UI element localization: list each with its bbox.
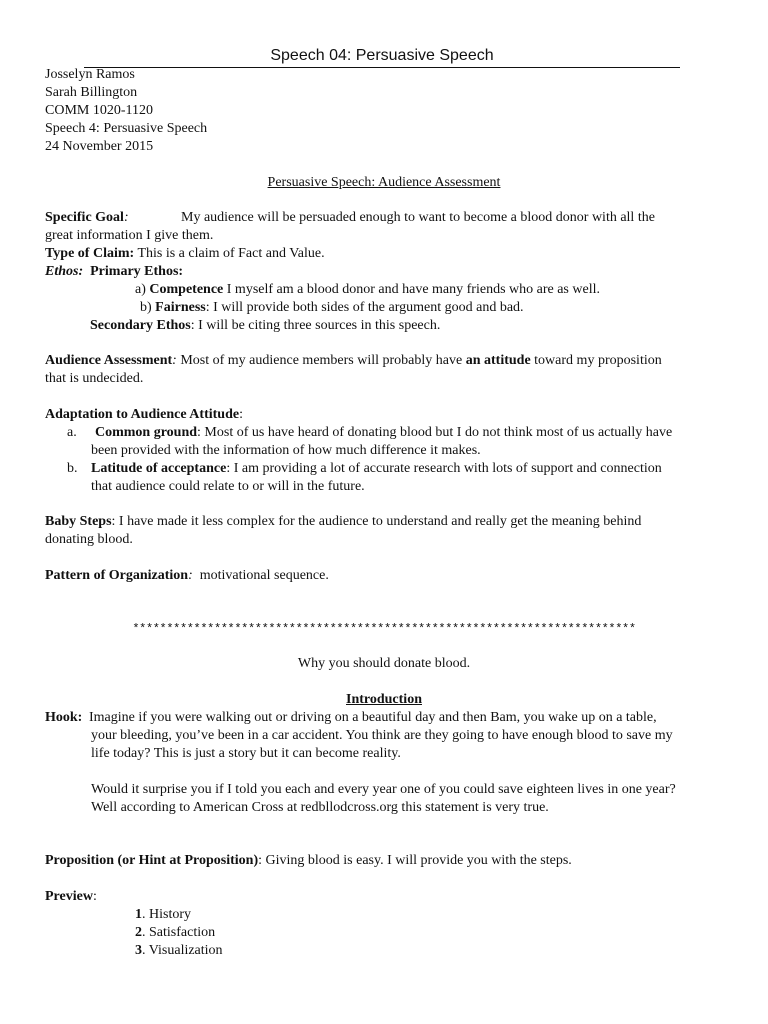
latitude-item-2: that audience could relate to or will in the future. [91,479,365,494]
hook-text: Imagine if you were walking out or driving on a beautiful day and then Bam, you wake up on a table, [89,710,657,725]
asterisk-divider: ************************************************************************** [132,622,636,636]
introduction-heading: Introduction [346,692,422,707]
preview-item: 1. History [135,907,191,922]
fairness-item: b) Fairness: I will provide both sides of the argument good and bad. [140,300,524,315]
assignment-name: Speech 4: Persuasive Speech [45,121,208,136]
audience-assessment-2: that is undecided. [45,371,144,386]
latitude-item: Latitude of acceptance: I am providing a lot of accurate research with lots of support and connection [91,461,662,476]
preview-item: 3. Visualization [135,943,223,958]
preview-heading: Preview: [45,889,97,904]
audience-assessment: Audience Assessment: Most of my audience members will probably have an attitude toward my proposition [45,353,662,368]
adaptation-marker-a: a. [67,425,77,440]
hook-text-2: your bleeding, you’ve been in a car accident. You think are they going to have enough blood to save my [91,728,673,743]
adaptation-heading: Adaptation to Audience Attitude: [45,407,243,422]
section-title: Persuasive Speech: Audience Assessment [267,175,501,190]
speech-title: Why you should donate blood. [297,656,471,671]
type-of-claim: Type of Claim: This is a claim of Fact and Value. [45,246,325,261]
course-code: COMM 1020-1120 [45,103,153,118]
preview-item: 2. Satisfaction [135,925,216,940]
baby-steps-2: donating blood. [45,532,133,547]
hook-label: Hook: [45,710,83,725]
date: 24 November 2015 [45,139,154,154]
ethos-heading: Ethos: Primary Ethos: [45,264,184,279]
pattern-of-organization: Pattern of Organization: motivational sequence. [45,568,329,583]
baby-steps: Baby Steps: I have made it less complex for the audience to understand and really get the meaning behind [45,514,642,529]
intro-paragraph-2-line2: Well according to American Cross at redbllodcross.org this statement is very true. [91,800,549,815]
intro-paragraph-2: Would it surprise you if I told you each and every year one of you could save eighteen lives in one year? [91,782,676,797]
competence-item: a) Competence I myself am a blood donor and have many friends who are as well. [135,282,600,297]
adaptation-marker-b: b. [67,461,78,476]
specific-goal-label: Specific Goal: [45,210,129,225]
instructor-name: Sarah Billington [45,85,138,100]
document-title: Speech 04: Persuasive Speech [84,46,680,68]
proposition: Proposition (or Hint at Proposition): Giving blood is easy. I will provide you with the steps. [45,853,572,868]
specific-goal-text-2: great information I give them. [45,228,214,243]
author-name: Josselyn Ramos [45,67,135,82]
common-ground-item: Common ground: Most of us have heard of donating blood but I do not think most of us actually have [95,425,673,440]
hook-text-3: life today? This is just a story but it can become reality. [91,746,401,761]
specific-goal-text: My audience will be persuaded enough to want to become a blood donor with all the [181,210,655,225]
secondary-ethos: Secondary Ethos: I will be citing three sources in this speech. [90,318,441,333]
common-ground-item-2: been provided with the information of how much difference it makes. [91,443,481,458]
